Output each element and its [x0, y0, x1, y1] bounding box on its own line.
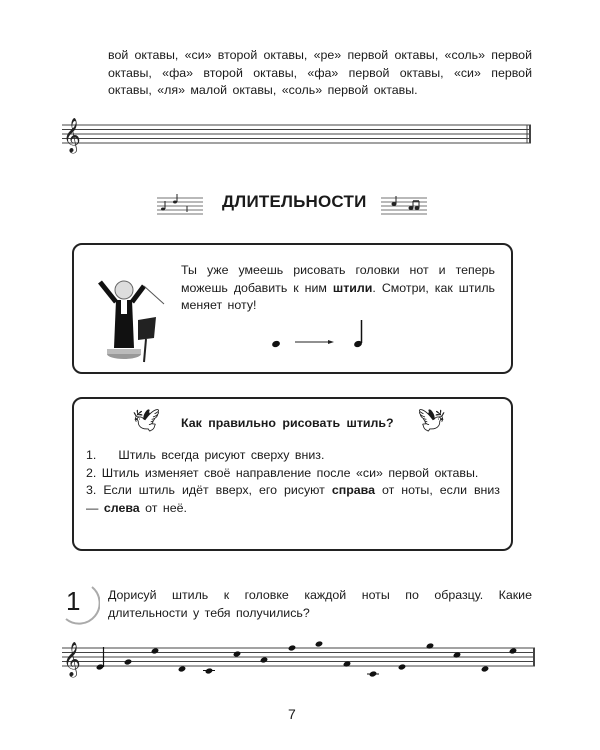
treble-clef-icon: 𝄞 — [63, 118, 81, 153]
page-number: 7 — [288, 706, 296, 722]
bird-icon: 🕊 — [418, 408, 446, 433]
rule-item: 1. Штиль всегда рисуют сверху вниз. — [86, 448, 325, 462]
exercise-number: 1 — [66, 586, 81, 616]
treble-clef-icon: 𝄞 — [63, 642, 81, 677]
note-head — [426, 642, 434, 649]
rule-item: 2. Штиль изменяет своё направление после «си» первой октавы. — [86, 465, 479, 480]
bird-icon: 🕊 — [132, 408, 160, 433]
exercise-text: Дорисуй штиль к головке каждой ноты по образцу. Какие длительности у тебя получились? — [108, 588, 532, 620]
info-text: Ты уже умеешь рисовать головки нот и теперь можешь добавить к ним штили. Смотри, как штиль меняет ноту! — [181, 263, 495, 312]
section-title: ДЛИТЕЛЬНОСТИ — [222, 192, 367, 211]
note-head — [398, 663, 406, 670]
note-head — [288, 644, 296, 651]
note-head — [315, 640, 323, 647]
note-head — [124, 658, 132, 665]
rule-item: 3. Если штиль идёт вверх, его рисуют справа от ноты, если вниз — слева от неё. — [86, 483, 500, 515]
intro-paragraph: вой октавы, «си» второй октавы, «ре» первой октавы, «соль» первой октавы, «фа» второй октавы, «фа» первой октавы, «си» первой октавы, «ля» малой октавы, «соль» первой октавы. — [108, 48, 532, 97]
rules-heading: Как правильно рисовать штиль? — [181, 416, 394, 430]
